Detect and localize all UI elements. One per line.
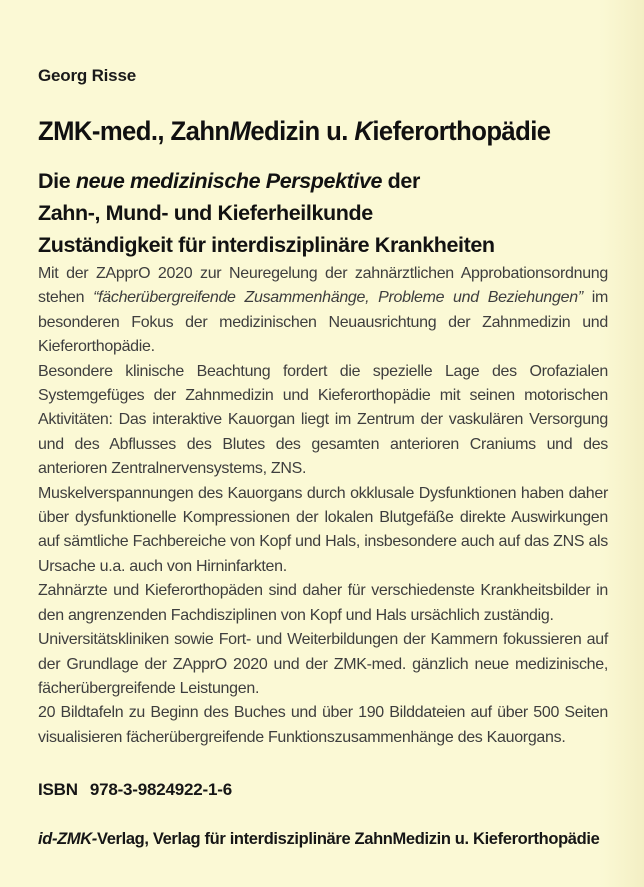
book-title-italic-k: K [354, 116, 373, 146]
isbn-value: 978-3-9824922-1-6 [89, 780, 232, 799]
subtitle-text: der [382, 169, 420, 193]
book-title [38, 116, 550, 147]
book-title-text: ZMK-med., Zahn [38, 116, 230, 146]
paragraph-text: Mit der ZApprO 2020 zur Neuregelung der zahnärztlichen Approbationsordnung stehen [38, 265, 608, 307]
paragraph-quoted-italic: “fächerübergreifende Zusammenhänge, Probleme und Beziehungen” [93, 289, 583, 307]
description-paragraph-4: Zahnärzte und Kieferorthopäden sind daher für verschiedenste Krankheitsbilder in den angrenzenden Fachdisziplinen von Kopf und Hals ursächlich zuständig. [38, 582, 608, 624]
description-block [38, 262, 608, 750]
isbn-line [38, 780, 232, 800]
subtitle-text: Die [38, 169, 76, 193]
subtitle-italic-phrase: neue medizinische Perspektive [75, 169, 383, 193]
subtitle-line-1 [38, 165, 495, 197]
book-title-text: ieferorthopädie [372, 116, 551, 146]
book-title-text: edizin u. [250, 116, 355, 146]
subtitle-block [38, 165, 495, 261]
subtitle-line-3: Zuständigkeit für interdisziplinäre Krankheiten [38, 233, 495, 257]
description-paragraph-1 [38, 262, 608, 360]
publisher-name-italic: id-ZMK- [38, 830, 97, 848]
isbn-label: ISBN [38, 780, 78, 799]
description-paragraph-5: Universitätskliniken sowie Fort- und Weiterbildungen der Kammern fokussieren auf der Grundlage der ZApprO 2020 und der ZMK-med. gänzlich neue medizinische, fächerübergreifende Leistungen. [38, 631, 608, 697]
description-paragraph-2: Besondere klinische Beachtung fordert die spezielle Lage des Orofazialen Systemgefüges der Zahnmedizin und Kieferorthopädie mit seinen motorischen Aktivitäten: Das interaktive Kauorgan liegt im Zentrum der vaskulären Versorgung und des Abflusses des Blutes des gesamten anterioren Craniums und des anterioren Zentralnervensystems, ZNS. [38, 362, 608, 478]
subtitle-line-2: Zahn-, Mund- und Kieferheilkunde [38, 201, 373, 225]
book-title-italic-m: M [229, 116, 251, 146]
publisher-text: Verlag, Verlag für interdisziplinäre ZahnMedizin u. Kieferorthopädie [96, 830, 600, 848]
publisher-line [38, 830, 599, 849]
paragraph-text: im besonderen Fokus der medizinischen Neuausrichtung der Zahnmedizin und Kieferorthopädie. [38, 289, 608, 356]
author-name: Georg Risse [38, 66, 136, 85]
description-paragraph-6: 20 Bildtafeln zu Beginn des Buches und über 190 Bilddateien auf über 500 Seiten visualisieren fächerübergreifende Funktionszusammenhänge des Kauorgans. [38, 704, 608, 746]
description-paragraph-3: Muskelverspannungen des Kauorgans durch okklusale Dysfunktionen haben daher über dysfunktionelle Kompressionen der lokalen Blutgefäße direkte Auswirkungen auf sämtliche Fachbereiche von Kopf und Hals, insbesondere auch auf das ZNS als Ursache u.a. auch von Hirninfarkten. [38, 484, 608, 575]
